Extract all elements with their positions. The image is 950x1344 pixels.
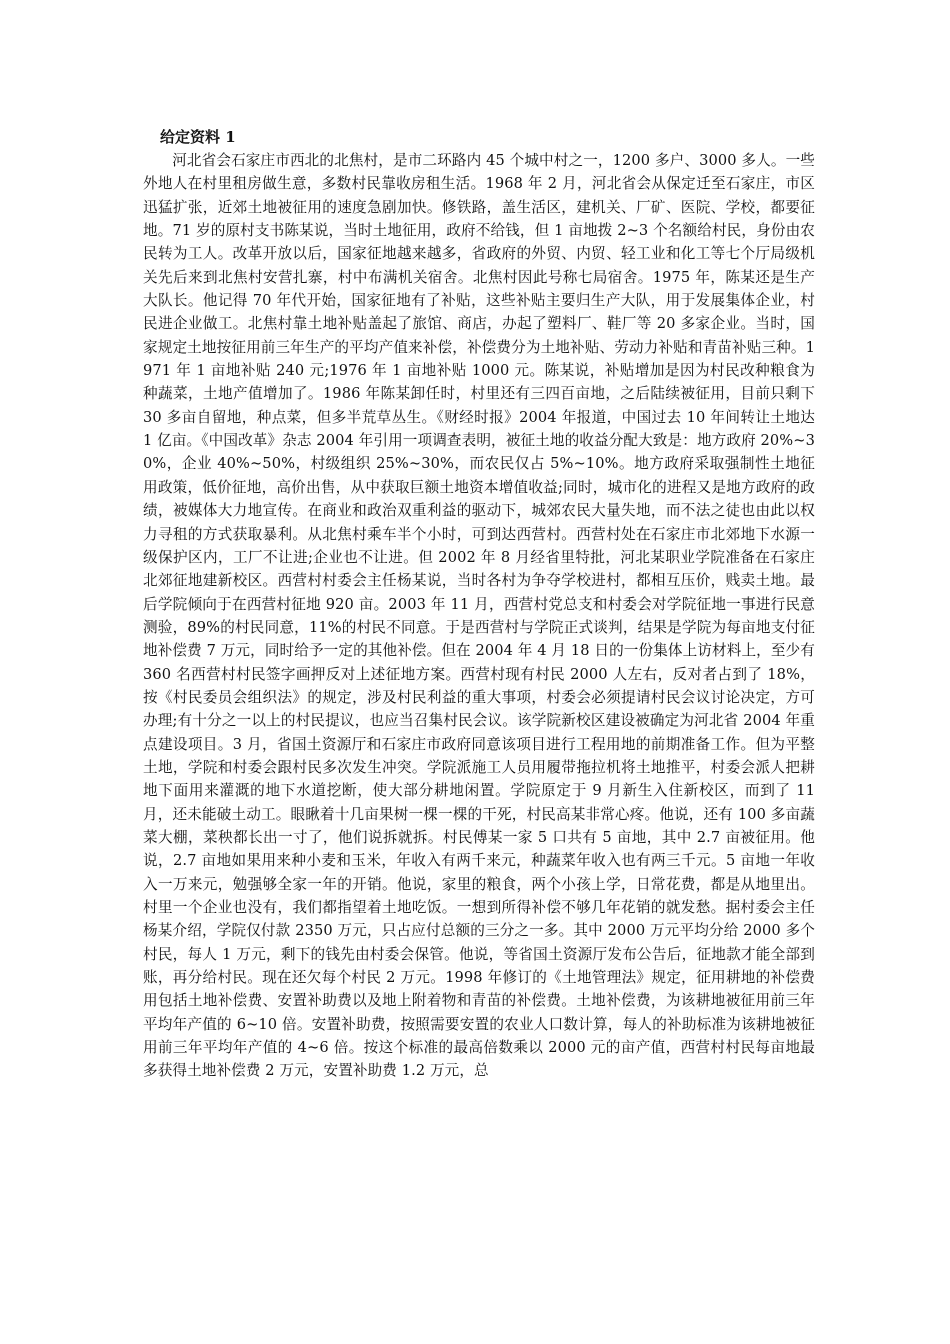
document-heading: 给定资料 1 <box>160 128 236 146</box>
body-paragraph: 河北省会石家庄市西北的北焦村，是市二环路内 45 个城中村之一，1200 多户、3000 多人。一些外地人在村里租房做生意，多数村民靠收房租生活。1968 年 2 月，河北省会从保定迁至石家庄，市区迅猛扩张，近郊土地被征用的速度急剧加快。修铁路，盖生活区，建机关、厂矿、医院、学校，都要征地。71 岁的原村支书陈某说，当时土地征用，政府不给钱，但 1 亩地拨 2~3 个名额给村民，身份由农民转为工人。改革开放以后，国家征地越来越多，省政府的外贸、内贸、轻工业和化工等七个厅局级机关先后来到北焦村安营扎寨，村中布满机关宿舍。北焦村因此号称七局宿舍。1975 年，陈某还是生产大队长。他记得 70 年代开始，国家征地有了补贴，这些补贴主要归生产大队，用于发展集体企业，村民进企业做工。北焦村靠土地补贴盖起了旅馆、商店，办起了塑料厂、鞋厂等 20 多家企业。当时，国家规定土地按征用前三年生产的平均产值来补偿，补偿费分为土地补贴、劳动力补贴和青苗补贴三种。1971 年 1 亩地补贴 240 元;1976 年 1 亩地补贴 1000 元。陈某说，补贴增加是因为村民改种粮食为种蔬菜，土地产值增加了。1986 年陈某卸任时，村里还有三四百亩地，之后陆续被征用，目前只剩下 30 多亩自留地，种点菜，但多半荒草丛生。《财经时报》2004 年报道，中国过去 10 年间转让土地达 1 亿亩。《中国改革》杂志 2004 年引用一项调查表明，被征土地的收益分配大致是：地方政府 20%~30%，企业 40%~50%，村级组织 25%~30%，而农民仅占 5%~10%。地方政府采取强制性土地征用政策，低价征地，高价出售，从中获取巨额土地资本增值收益;同时，城市化的进程又是地方政府的政绩，被媒体大力地宣传。在商业和政治双重利益的驱动下，城郊农民大量失地，而不法之徒也由此以权力寻租的方式获取暴利。从北焦村乘车半个小时，可到达西营村。西营村处在石家庄市北郊地下水源一级保护区内，工厂不让进;企业也不让进。但 2002 年 8 月经省里特批，河北某职业学院准备在石家庄北郊征地建新校区。西营村村委会主任杨某说，当时各村为争夺学校进村，都相互压价，贱卖土地。最后学院倾向于在西营村征地 920 亩。2003 年 11 月，西营村党总支和村委会对学院征地一事进行民意测验，89%的村民同意，11%的村民不同意。于是西营村与学院正式谈判，结果是学院为每亩地支付征地补偿费 7 万元，同时给予一定的其他补偿。但在 2004 年 4 月 18 日的一份集体上访材料上，至少有 360 名西营村村民签字画押反对上述征地方案。西营村现有村民 2000 人左右，反对者占到了 18%，按《村民委员会组织法》的规定，涉及村民利益的重大事项，村委会必须提请村民会议讨论决定，方可办理;有十分之一以上的村民提议，也应当召集村民会议。该学院新校区建设被确定为河北省 2004 年重点建设项目。3 月，省国土资源厅和石家庄市政府同意该项目进行工程用地的前期准备工作。但为平整土地，学院和村委会跟村民多次发生冲突。学院派施工人员用履带拖拉机将土地推平，村委会派人把耕地下面用来灌溉的地下水道挖断，使大部分耕地闲置。学院原定于 9 月新生入住新校区，而到了 11 月，还未能破土动工。眼瞅着十几亩果树一棵一棵的干死，村民高某非常心疼。他说，还有 100 多亩蔬菜大棚，菜秧都长出一寸了，他们说拆就拆。村民傅某一家 5 口共有 5 亩地，其中 2.7 亩被征用。他说，2.7 亩地如果用来种小麦和玉米，年收入有两千来元，种蔬菜年收入也有两三千元。5 亩地一年收入一万来元，勉强够全家一年的开销。他说，家里的粮食，两个小孩上学，日常花费，都是从地里出。村里一个企业也没有，我们都指望着土地吃饭。一想到所得补偿不够几年花销的就发愁。据村委会主任杨某介绍，学院仅付款 2350 万元，只占应付总额的三分之一多。其中 2000 万元平均分给 2000 多个村民，每人 1 万元，剩下的钱先由村委会保管。他说，等省国土资源厅发布公告后，征地款才能全部到账，再分给村民。现在还欠每个村民 2 万元。1998 年修订的《土地管理法》规定，征用耕地的补偿费用包括土地补偿费、安置补助费以及地上附着物和青苗的补偿费。土地补偿费，为该耕地被征用前三年平均年产值的 6~10 倍。安置补助费，按照需要安置的农业人口数计算，每人的补助标准为该耕地被征用前三年平均年产值的 4~6 倍。按这个标准的最高倍数乘以 2000 元的亩产值，西营村村民每亩地最多获得土地补偿费 2 万元，安置补助费 1.2 万元，总 <box>143 152 815 1080</box>
document-content <box>143 126 815 1083</box>
